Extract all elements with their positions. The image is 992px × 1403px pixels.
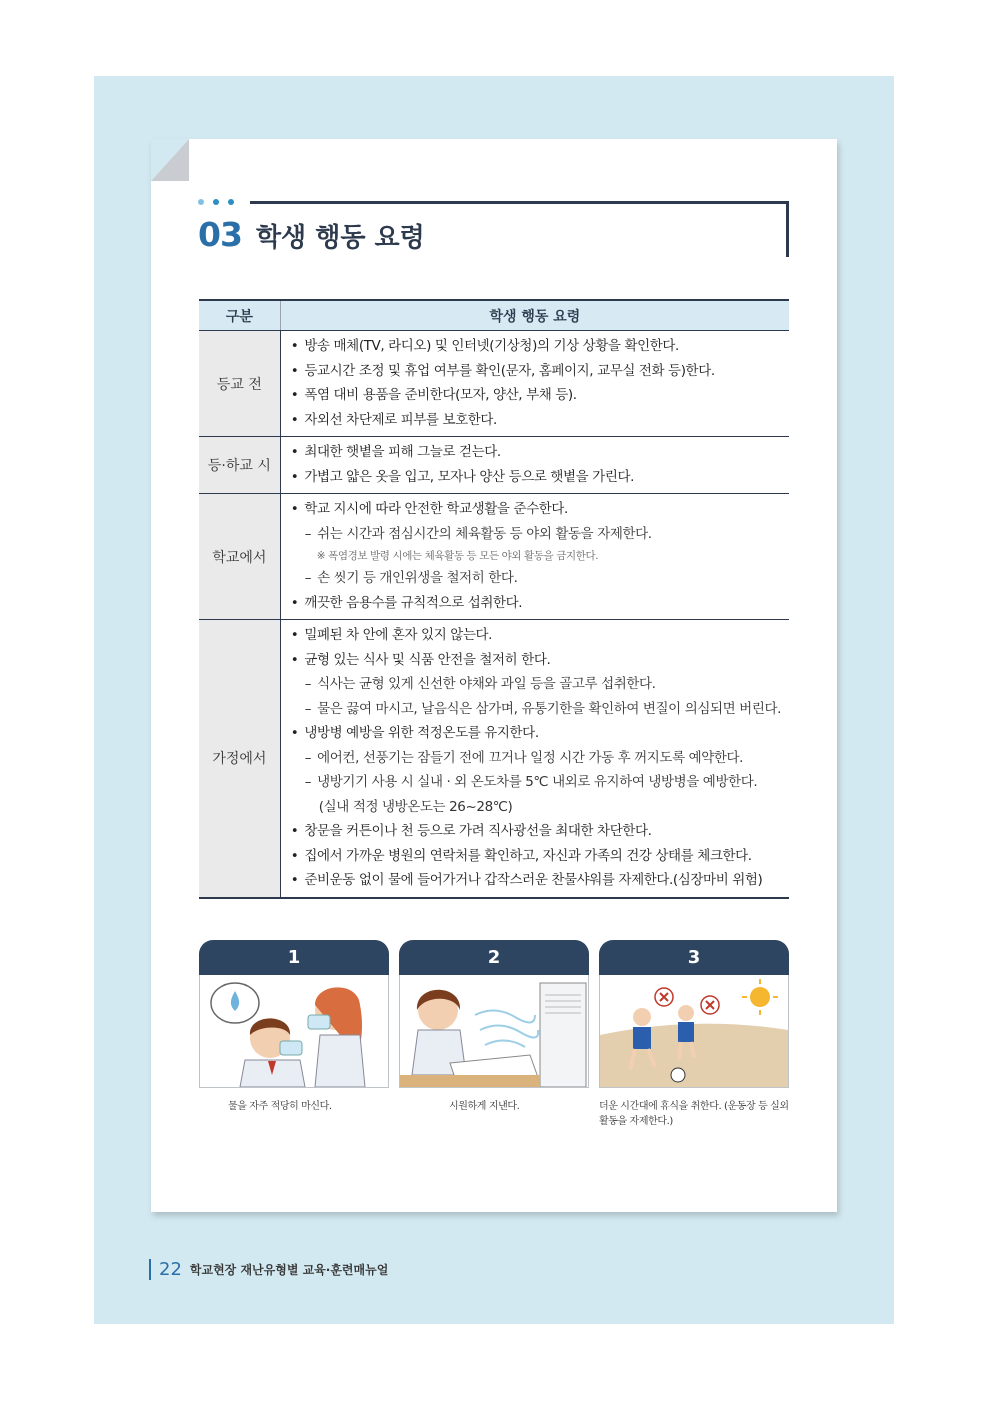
row-category: 학교에서 bbox=[199, 494, 280, 620]
guideline-item: • 냉방병 예방을 위한 적정온도를 유지한다. bbox=[291, 721, 781, 746]
page-number: 22 bbox=[159, 1259, 182, 1280]
row-category: 등·하교 시 bbox=[199, 437, 280, 494]
table-row bbox=[199, 437, 789, 494]
table-row bbox=[199, 620, 789, 898]
row-content bbox=[280, 437, 789, 494]
panel-caption-1: 물을 자주 적당히 마신다. bbox=[228, 1101, 332, 1112]
guideline-item: • 최대한 햇볕을 피해 그늘로 걷는다. bbox=[291, 440, 781, 465]
row-content bbox=[280, 331, 789, 437]
section-number: 03 bbox=[198, 215, 242, 254]
table-body bbox=[199, 331, 789, 898]
guideline-item: ※ 폭염경보 발령 시에는 체육활동 등 모든 야외 활동을 금지한다. bbox=[316, 550, 599, 562]
row-category: 등교 전 bbox=[199, 331, 280, 437]
col-header-content: 학생 행동 요령 bbox=[280, 300, 789, 331]
panel-number: 2 bbox=[399, 940, 589, 975]
guideline-item: • 자외선 차단제로 피부를 보호한다. bbox=[291, 408, 781, 433]
cool-room-illustration bbox=[399, 975, 589, 1088]
table-row bbox=[199, 494, 789, 620]
guideline-item: • 집에서 가까운 병원의 연락처를 확인하고, 자신과 가족의 건강 상태를 체크한다. bbox=[291, 844, 781, 869]
panel-caption-2: 시원하게 지낸다. bbox=[449, 1101, 520, 1112]
illustration-panel-2 bbox=[399, 940, 589, 1089]
col-header-category: 구분 bbox=[199, 300, 280, 331]
illustration-panel-1 bbox=[199, 940, 389, 1089]
heading-dots-icon bbox=[198, 199, 234, 205]
panel-number: 1 bbox=[199, 940, 389, 975]
guideline-item: • 가볍고 얇은 옷을 입고, 모자나 양산 등으로 햇볕을 가린다. bbox=[291, 465, 781, 490]
guideline-item: – 손 씻기 등 개인위생을 철저히 한다. bbox=[291, 566, 781, 591]
folded-corner bbox=[151, 139, 189, 181]
guideline-item: • 밀폐된 차 안에 혼자 있지 않는다. bbox=[291, 623, 781, 648]
guideline-item: • 창문을 커튼이나 천 등으로 가려 직사광선을 최대한 차단한다. bbox=[291, 819, 781, 844]
section-heading bbox=[198, 215, 425, 254]
guideline-item: • 준비운동 없이 물에 들어가거나 갑작스러운 찬물샤워를 자제한다.(심장마비 위험) bbox=[291, 868, 781, 893]
panel-caption-3: 더운 시간대에 휴식을 취한다. (운동장 등 실외활동을 자제한다.) bbox=[599, 1101, 789, 1127]
behavior-table bbox=[199, 299, 789, 899]
illustration-panel-3 bbox=[599, 940, 789, 1089]
guideline-item: – 식사는 균형 있게 신선한 야채와 과일 등을 골고루 섭취한다. bbox=[291, 672, 781, 697]
guideline-item: • 폭염 대비 용품을 준비한다(모자, 양산, 부채 등). bbox=[291, 383, 781, 408]
row-content bbox=[280, 494, 789, 620]
guideline-item: – 물은 끓여 마시고, 날음식은 삼가며, 유통기한을 확인하여 변질이 의심되면 버린다. bbox=[291, 697, 781, 722]
heading-rule-side bbox=[786, 201, 789, 257]
heading-rule bbox=[250, 201, 789, 204]
panel-number: 3 bbox=[599, 940, 789, 975]
row-content bbox=[280, 620, 789, 898]
guideline-item: – 쉬는 시간과 점심시간의 체육활동 등 야외 활동을 자제한다. bbox=[291, 522, 781, 547]
row-category: 가정에서 bbox=[199, 620, 280, 898]
table-row bbox=[199, 331, 789, 437]
guideline-item: – 에어컨, 선풍기는 잠들기 전에 끄거나 일정 시간 가동 후 꺼지도록 예약한다. bbox=[291, 746, 781, 771]
drinking-water-illustration bbox=[199, 975, 389, 1088]
guideline-item: • 깨끗한 음용수를 규칙적으로 섭취한다. bbox=[291, 591, 781, 616]
manual-title: 학교현장 재난유형별 교육·훈련매뉴얼 bbox=[189, 1263, 389, 1277]
page-footer bbox=[149, 1259, 388, 1280]
section-title: 학생 행동 요령 bbox=[255, 223, 425, 253]
guideline-item: • 학교 지시에 따라 안전한 학교생활을 준수한다. bbox=[291, 497, 781, 522]
footer-divider bbox=[149, 1259, 151, 1280]
guideline-item: • 방송 매체(TV, 라디오) 및 인터넷(기상청)의 기상 상황을 확인한다. bbox=[291, 334, 781, 359]
guideline-item: (실내 적정 냉방온도는 26~28℃) bbox=[318, 798, 513, 815]
guideline-item: – 냉방기기 사용 시 실내 · 외 온도차를 5℃ 내외로 유지하여 냉방병을 예방한다. bbox=[291, 770, 781, 795]
outdoor-rest-illustration bbox=[599, 975, 789, 1088]
guideline-item: • 균형 있는 식사 및 식품 안전을 철저히 한다. bbox=[291, 648, 781, 673]
guideline-item: • 등교시간 조정 및 휴업 여부를 확인(문자, 홈페이지, 교무실 전화 등)한다. bbox=[291, 359, 781, 384]
